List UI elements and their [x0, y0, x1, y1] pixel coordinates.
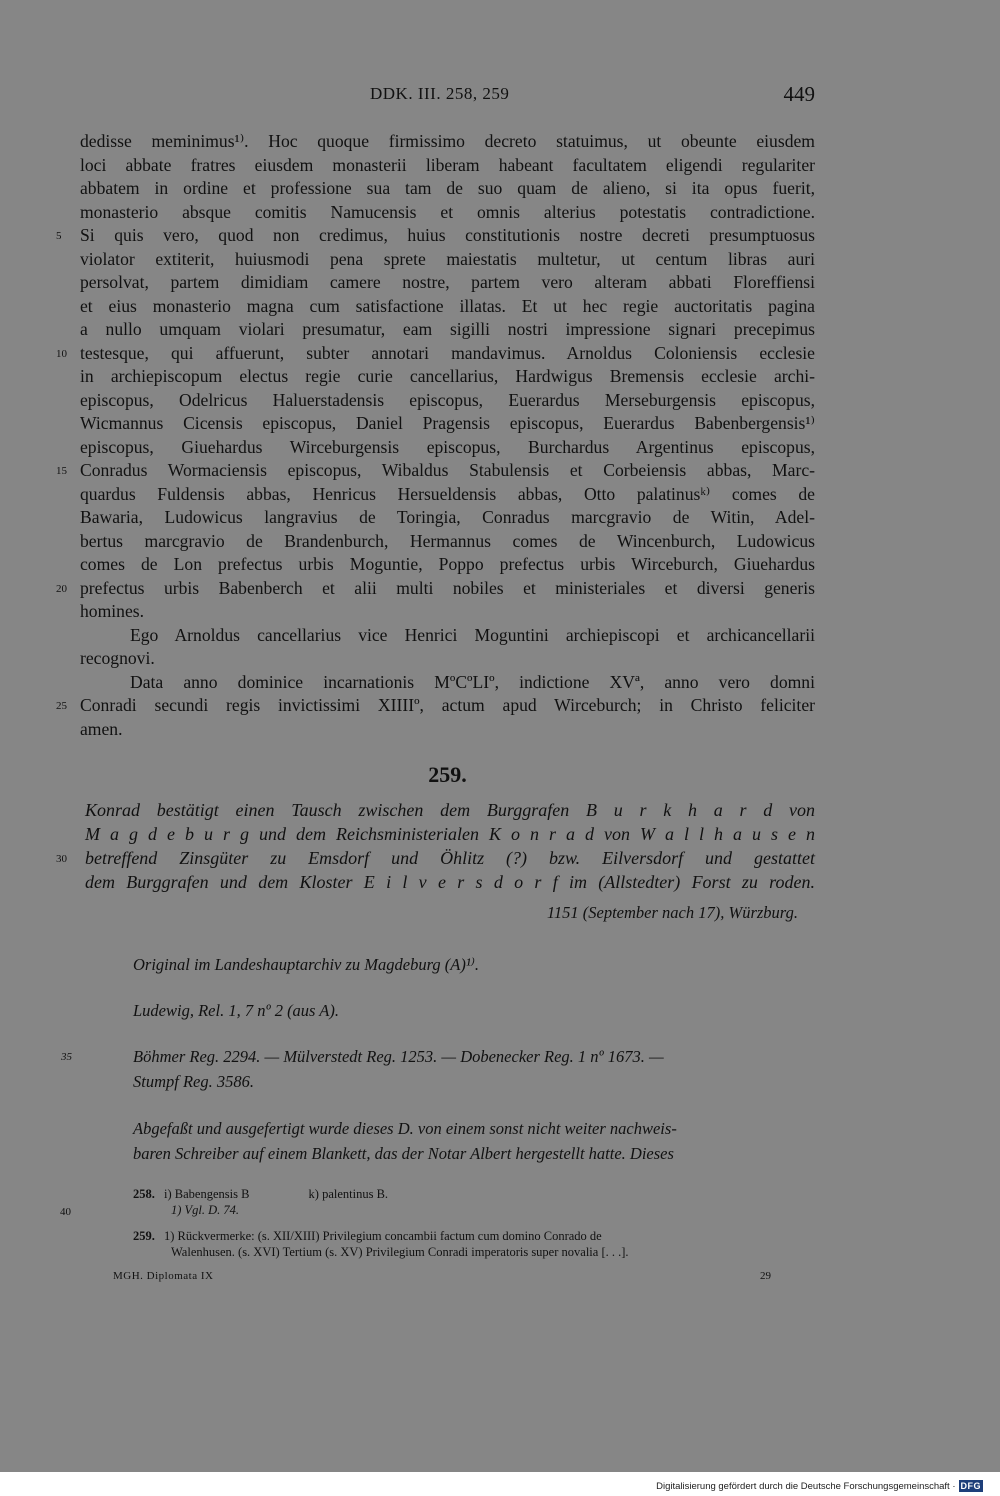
text-line [80, 506, 815, 530]
text-line [80, 248, 815, 272]
text-line [80, 436, 815, 460]
line-text: recognovi. [80, 648, 155, 668]
line-text: Ego Arnoldus cancellarius vice Henrici Moguntini archiepiscopi et archicancellarii [130, 624, 815, 645]
footnote-1: 1) Vgl. D. 74. [171, 1203, 240, 1217]
text-line [80, 318, 815, 342]
line-text: abbatem in ordine et professione sua tam de suo quam de alieno, si ita opus fuerit, [80, 178, 815, 198]
line-text: Wicmannus Cicensis episcopus, Daniel Pragensis episcopus, Euerardus Babenbergensis¹⁾ [80, 413, 815, 433]
text-line [80, 365, 815, 389]
commentary-line: baren Schreiber auf einem Blankett, das der Notar Albert hergestellt hatte. Dieses [133, 1144, 674, 1163]
text-line [56, 342, 815, 366]
text-line [80, 295, 815, 319]
line-text: Bawaria, Ludowicus langravius de Toringia, Conradus marcgravio de Witin, Adel- [80, 507, 815, 527]
line-text: amen. [80, 718, 123, 739]
tradition-original [133, 952, 818, 977]
line-text: loci abbate fratres eiusdem monasterii liberam habeant facultatem eligendi regulariter [80, 154, 815, 175]
regest-text: betreffend Zinsgüter zu Emsdorf und Öhlitz (?) bzw. Eilversdorf und gestattet [85, 848, 815, 868]
line-text: comes de Lon prefectus urbis Moguntie, Poppo prefectus urbis Wirceburch, Giuehardus [80, 554, 815, 574]
running-title: DDK. III. 258, 259 [370, 84, 510, 103]
regest-text: M a g d e b u r g und dem Reichsministerialen K o n r a d von W a l l h a u s e n [85, 824, 815, 844]
line-text: Conradi secundi regis invictissimi XIIIIº, actum apud Wirceburch; in Christo feliciter [80, 695, 815, 715]
line-text: testesque, qui affuerunt, subter annotari mandavimus. Arnoldus Coloniensis ecclesie [80, 342, 815, 363]
tradition-print [133, 998, 818, 1023]
line-number: 40 [60, 1206, 71, 1218]
regest-line [85, 798, 815, 822]
footnote-label: 259. [133, 1229, 155, 1243]
line-text: dedisse meminimus¹⁾. Hoc quoque firmissimo decreto statuimus, ut obeunte eiusdem [80, 131, 815, 151]
dateline: 1151 (September nach 17), Würzburg. [546, 903, 798, 922]
document-number: 259. [428, 762, 467, 787]
line-text: episcopus, Giuehardus Wirceburgensis episcopus, Burchardus Argentinus episcopus, [80, 436, 815, 457]
text-line [80, 718, 815, 742]
footnote-line: 1) Rückvermerke: (s. XII/XIII) Privilegium concambii factum cum domino Conrado de [164, 1229, 602, 1243]
regesta-line: Stumpf Reg. 3586. [133, 1072, 254, 1091]
regest-line [56, 846, 815, 870]
line-text: bertus marcgravio de Brandenburch, Hermannus comes de Wincenburch, Ludowicus [80, 530, 815, 551]
text-line [56, 459, 815, 483]
commentary [133, 1116, 818, 1166]
text-line [56, 224, 815, 248]
text-line [80, 553, 815, 577]
text-line [80, 177, 815, 201]
line-text: prefectus urbis Babenberch et alii multi nobiles et ministeriales et diversi generis [80, 577, 815, 598]
footnotes-259 [133, 1228, 823, 1260]
regest-line [85, 870, 815, 894]
line-text: a nullo umquam violari presumatur, eam sigilli nostri impressione signari precepimus [80, 319, 815, 339]
text-line [80, 271, 815, 295]
footnote-k: k) palentinus B. [308, 1187, 389, 1201]
dfg-text: Digitalisierung gefördert durch die Deutsche Forschungsgemeinschaft · [656, 1480, 956, 1492]
regest-text: dem Burggrafen und dem Kloster E i l v e r s d o r f im (Allstedter) Forst zu roden. [85, 872, 815, 892]
text-line [80, 600, 815, 624]
line-number: 5 [56, 230, 62, 242]
page-number: 449 [783, 82, 815, 106]
dfg-credit [656, 1479, 983, 1493]
dfg-logo-icon: DFG [960, 1481, 981, 1491]
regest-line [85, 822, 815, 846]
text-line [56, 694, 815, 718]
text-line [80, 483, 815, 507]
line-text: Data anno dominice incarnationis MºCºLIº, indictione XVª, anno vero domni [130, 671, 815, 692]
charter-text [56, 130, 815, 741]
text-line [80, 201, 815, 225]
text-line [80, 412, 815, 436]
print-note: Ludewig, Rel. 1, 7 nº 2 (aus A). [133, 1001, 340, 1020]
line-number: 20 [56, 582, 67, 595]
signature-right: 29 [760, 1270, 771, 1282]
line-text: et eius monasterio magna cum satisfactione illatas. Et ut hec regie auctoritatis pagina [80, 295, 815, 316]
line-text: violator extiterit, huiusmodi pena sprete maiestatis multetur, ut centum libras auri [80, 248, 815, 269]
line-number: 15 [56, 465, 67, 477]
line-text: Si quis vero, quod non credimus, huius constitutionis nostre decreti presumptuosus [80, 225, 815, 245]
text-line [80, 671, 815, 695]
text-line [80, 530, 815, 554]
line-text: in archiepiscopum electus regie curie cancellarius, Hardwigus Bremensis ecclesie archi- [80, 366, 815, 386]
footnote-i: i) Babengensis B [164, 1187, 250, 1201]
text-line [80, 130, 815, 154]
line-text: homines. [80, 601, 145, 621]
original-note: Original im Landeshauptarchiv zu Magdeburg (A)¹⁾. [133, 955, 480, 974]
line-number: 25 [56, 700, 67, 712]
line-text: quardus Fuldensis abbas, Henricus Hersueldensis abbas, Otto palatinusᵏ⁾ comes de [80, 483, 815, 504]
text-line [80, 624, 815, 648]
signature-left: MGH. Diplomata IX [113, 1270, 214, 1282]
text-line [80, 647, 815, 671]
regest-text: Konrad bestätigt einen Tausch zwischen dem Burggrafen B u r k h a r d von [85, 800, 815, 820]
regest [56, 798, 815, 894]
line-number: 10 [56, 347, 67, 360]
commentary-line: Abgefaßt und ausgefertigt wurde dieses D. von einem sonst nicht weiter nachweis- [133, 1119, 677, 1138]
line-number: 30 [56, 853, 67, 865]
footnote-label: 258. [133, 1187, 155, 1201]
page-header [80, 84, 815, 110]
text-line [56, 577, 815, 601]
line-text: monasterio absque comitis Namucensis et omnis alterius potestatis contradictione. [80, 201, 815, 222]
line-text: Conradus Wormaciensis episcopus, Wibaldus Stabulensis et Corbeiensis abbas, Marc- [80, 460, 815, 480]
line-text: episcopus, Odelricus Haluerstadensis episcopus, Euerardus Merseburgensis episcopus, [80, 389, 815, 410]
footnote-line: Walenhusen. (s. XVI) Tertium (s. XV) Privilegium Conradi imperatoris super novalia [. . .]. [171, 1245, 629, 1259]
line-text: persolvat, partem dimidiam camere nostre, partem vero alteram abbati Floreffiensi [80, 272, 815, 292]
footnotes-258 [133, 1186, 823, 1218]
regesta-line: Böhmer Reg. 2294. — Mülverstedt Reg. 1253. — Dobenecker Reg. 1 nº 1673. — [133, 1047, 664, 1066]
tradition-regesta [61, 1044, 818, 1094]
text-line [80, 389, 815, 413]
text-line [80, 154, 815, 178]
line-number: 35 [61, 1051, 72, 1063]
